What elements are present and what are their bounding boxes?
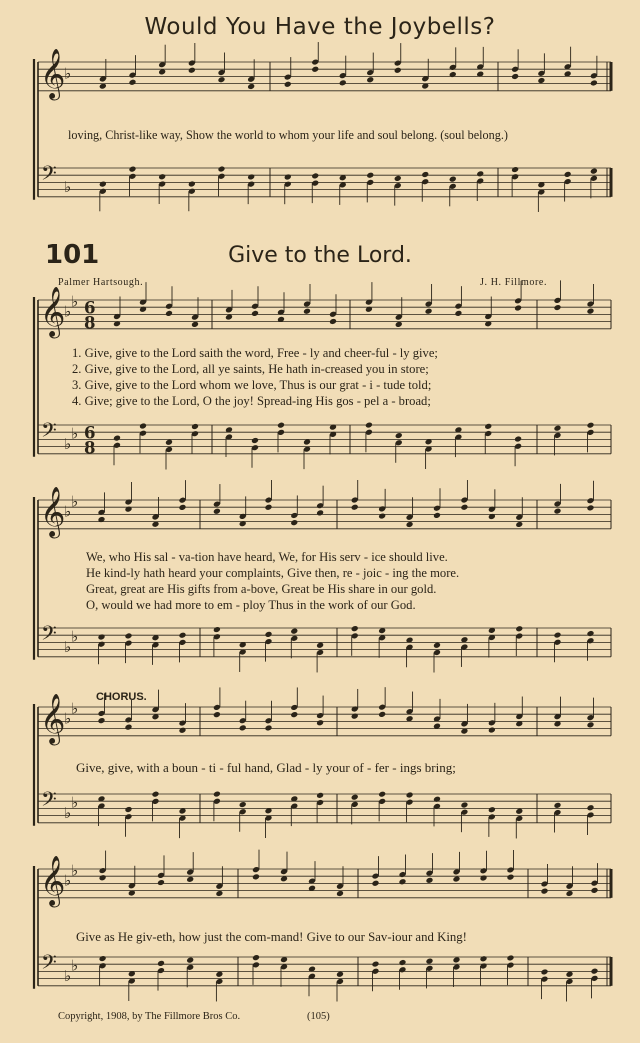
svg-text:♭: ♭ xyxy=(71,424,79,443)
verse-line-2a: 2. Give, give to the Lord, all ye saints, He hath in-creased you in store; xyxy=(72,362,429,376)
svg-text:♭: ♭ xyxy=(64,64,72,83)
hymn-number: 101 xyxy=(45,240,100,270)
svg-text:6: 6 xyxy=(84,297,96,318)
svg-text:♭: ♭ xyxy=(64,302,72,321)
verse-line-2b: He kind-ly hath heard your complaints, Give then, re - joic - ing the more. xyxy=(86,566,460,580)
svg-text:♭: ♭ xyxy=(64,803,72,822)
hymn-title: Give to the Lord. xyxy=(228,243,412,268)
lyricist-credit: Palmer Hartsough. xyxy=(58,277,144,288)
top-song-lyric: loving, Christ-like way, Show the world to whom your life and soul belong. (soul belong.) xyxy=(68,128,508,142)
svg-text:♭: ♭ xyxy=(64,502,72,521)
bass-clef-icon: 𝄢 xyxy=(41,620,57,650)
svg-text:♭: ♭ xyxy=(71,292,79,311)
bass-clef-icon: 𝄢 xyxy=(41,949,57,979)
svg-text:8: 8 xyxy=(84,437,96,458)
svg-text:♭: ♭ xyxy=(64,966,72,985)
svg-text:♭: ♭ xyxy=(71,861,79,880)
treble-clef-icon: 𝄞 xyxy=(40,286,66,337)
composer-credit: J. H. Fillmore. xyxy=(480,277,548,288)
bass-clef-icon: 𝄢 xyxy=(41,417,57,447)
bass-clef-icon: 𝄢 xyxy=(41,786,57,816)
svg-text:♭: ♭ xyxy=(64,434,72,453)
bass-clef-icon: 𝄢 xyxy=(41,160,57,190)
treble-clef-icon: 𝄞 xyxy=(40,48,66,99)
svg-text:♭: ♭ xyxy=(71,956,79,975)
svg-text:♭: ♭ xyxy=(71,492,79,511)
chorus-line-1: Give, give, with a boun - ti - ful hand, Glad - ly your of - fer - ings bring; xyxy=(76,760,456,775)
verse-line-3a: 3. Give, give to the Lord whom we love, Thus is our grat - i - tude told; xyxy=(72,378,432,392)
verse-line-1a: 1. Give, give to the Lord saith the word, Free - ly and cheer-ful - ly give; xyxy=(72,346,438,360)
verse-line-4a: 4. Give; give to the Lord, O the joy! Spread-ing His gos - pel a - broad; xyxy=(72,394,431,408)
chorus-line-2: Give as He giv-eth, how just the com-mand! Give to our Sav-iour and King! xyxy=(76,930,467,944)
treble-clef-icon: 𝄞 xyxy=(40,855,66,906)
svg-text:♭: ♭ xyxy=(71,627,79,646)
copyright-notice: Copyright, 1908, by The Fillmore Bros Co. xyxy=(58,1011,241,1022)
svg-text:♭: ♭ xyxy=(64,871,72,890)
svg-text:♭: ♭ xyxy=(71,793,79,812)
page-number: (105) xyxy=(307,1011,330,1022)
treble-clef-icon: 𝄞 xyxy=(40,486,66,537)
verse-line-4b: O, would we had more to em - ploy Thus in the work of our God. xyxy=(86,598,416,612)
svg-text:♭: ♭ xyxy=(64,177,72,196)
svg-text:8: 8 xyxy=(84,312,96,333)
treble-clef-icon: 𝄞 xyxy=(40,693,66,744)
svg-text:♭: ♭ xyxy=(64,637,72,656)
verse-line-3b: Great, great are His gifts from a-bove, Great be His share in our gold. xyxy=(86,582,437,596)
verse-line-1b: We, who His sal - va-tion have heard, We, for His serv - ice should live. xyxy=(86,550,448,564)
top-song-title: Would You Have the Joybells? xyxy=(144,14,496,40)
svg-text:6: 6 xyxy=(84,422,96,443)
svg-text:♭: ♭ xyxy=(64,709,72,728)
svg-text:♭: ♭ xyxy=(71,699,79,718)
chorus-label: CHORUS. xyxy=(96,691,147,703)
